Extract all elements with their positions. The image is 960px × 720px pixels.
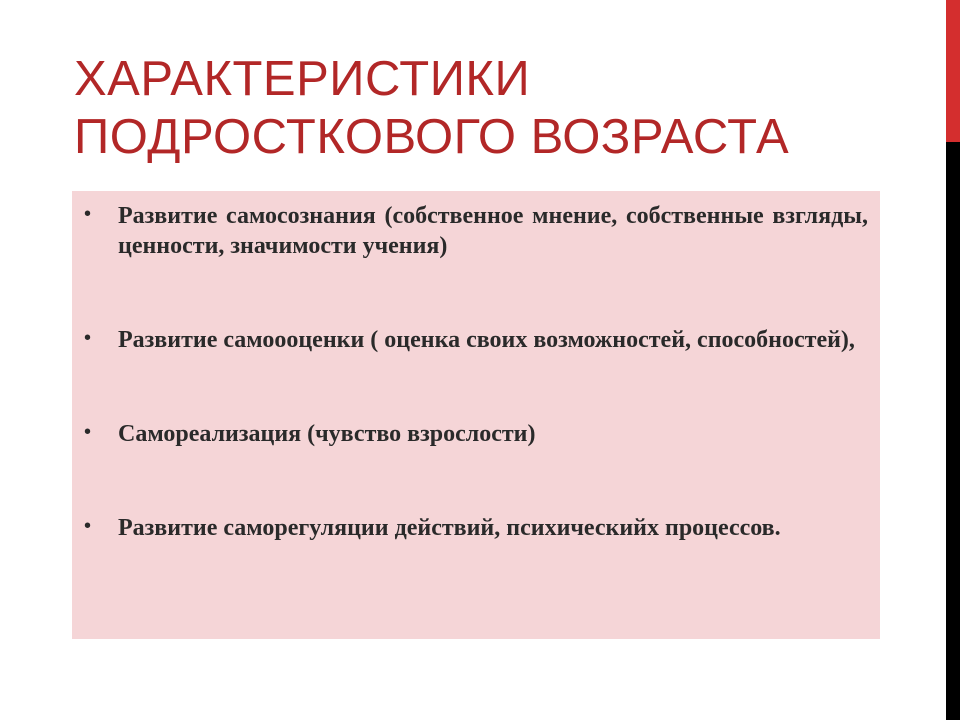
accent-bar-top (946, 0, 960, 142)
bullet-item-self-esteem (84, 325, 868, 355)
bullet-dot-icon: • (84, 515, 92, 537)
bullet-dot-icon: • (84, 421, 92, 443)
bullet-item-self-realization (84, 419, 868, 449)
bullet-list (84, 201, 868, 543)
bullet-item-self-awareness (84, 201, 868, 261)
bullet-text: Развитие самоооценки ( оценка своих возможностей, способностей), (118, 327, 855, 353)
title-line-1: ХАРАКТЕРИСТИКИ (74, 52, 531, 106)
slide-title (74, 50, 914, 166)
bullet-dot-icon: • (84, 327, 92, 349)
bullet-item-self-regulation (84, 513, 868, 543)
bullet-text: Самореализация (чувство взрослости) (118, 421, 536, 447)
title-line-2: ПОДРОСТКОВОГО ВОЗРАСТА (74, 110, 790, 164)
content-box (72, 191, 880, 639)
accent-bar-bottom (946, 142, 960, 720)
bullet-text: Развитие саморегуляции действий, психическийх процессов. (118, 515, 781, 541)
bullet-dot-icon: • (84, 203, 92, 225)
bullet-text: Развитие самосознания (собственное мнение, собственные взгляды, ценности, значимости учения) (118, 203, 868, 259)
